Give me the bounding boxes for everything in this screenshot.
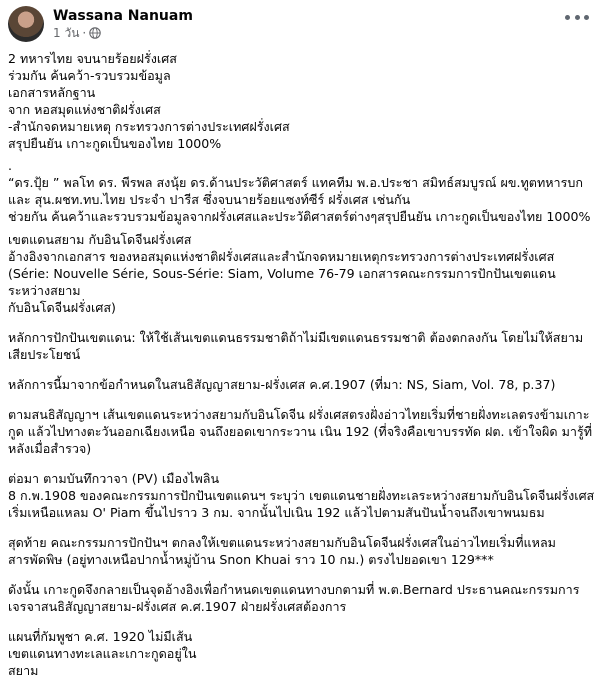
author-avatar[interactable] [8, 6, 44, 42]
post-time-row [53, 25, 193, 41]
post-paragraph: 2 ทหารไทย จบนายร้อยฝรั่งเศส ร่วมกัน ค้นคว้า-รวบรวมข้อมูล เอกสารหลักฐาน จาก หอสมุดแห่งชาติฝรั่งเศส -สำนักจดหมายเหตุ กระทรวงการต่างประเทศฝรั่งเศส สรุปยืนยัน เกาะกูดเป็นของไทย 1000% [8, 51, 290, 151]
globe-icon [89, 27, 101, 39]
more-options-icon[interactable] [565, 10, 589, 24]
post-header [8, 4, 193, 44]
post-meta [53, 8, 193, 41]
post-paragraph: แผนที่กัมพูชา ค.ศ. 1920 ไม่มีเส้น เขตแดนทางทะเลและเกาะกูดอยู่ใน สยาม [8, 629, 197, 678]
author-name[interactable]: Wassana Nanuam [53, 7, 193, 24]
post-paragraph: ตามสนธิสัญญาฯ เส้นเขตแดนระหว่างสยามกับอินโดจีน ฝรั่งเศสตรงฝั่งอ่าวไทยเริ่มที่ชายฝั่งทะเลตรงข้ามเกาะ กูด แล้วไปทางตะวันออกเฉียงเหนือ จนถึงยอดเขากระวาน เนิน 192 (ที่จริงคือเขาบรรทัด ฝต. เข้าใจผิด มารู้ที่ หลังเมื่อสำรวจ) [8, 407, 593, 456]
post-paragraph: . “ดร.ปุ้ย ” พลโท ดร. พีรพล สงนุ้ย ดร.ด้านประวัติศาสตร์ แทคทีม พ.อ.ประชา สมิทธ์สมบูรณ์ ผข.ทูตทหารบก และ สุน.ผชท.ทบ.ไทย ประจำ ปารีส ซึ่งจบนายร้อยแซงท์ซีร์ ฝรั่งเศส เช่นกัน ช่วยกัน ค้นคว้าและรวบรวมข้อมูลจากฝรั่งเศสและประวัติศาสตร์ต่างๆสรุปยืนยัน เกาะกูดเป็นของไทย 1000% [8, 158, 591, 224]
post-paragraph: ต่อมา ตามบันทึกวาจา (PV) เมืองไพลิน 8 ก.พ.1908 ของคณะกรรมการปักปันเขตแดนฯ ระบุว่า เขตแดนชายฝั่งทะเลระหว่างสยามกับอินโดจีนฝรั่งเศส เริ่มเหนือแหลม O' Piam ขึ้นไปราว 3 กม. จากนั้นไปเนิน 192 แล้วไปตามสันปันน้ำจนถึงเขาพนมธม [8, 471, 595, 520]
post-timestamp[interactable]: 1 วัน [53, 25, 80, 40]
post-paragraph: ดังนั้น เกาะกูดจึงกลายเป็นจุดอ้างอิงเพื่อกำหนดเขตแดนทางบกตามที่ พ.ต.Bernard ประธานคณะกรรมการ เจรจาสนธิสัญญาสยาม-ฝรั่งเศส ค.ศ.1907 ฝ่ายฝรั่งเศสต้องการ [8, 582, 580, 614]
post-body [8, 50, 596, 692]
post-paragraph: เขตแดนสยาม กับอินโดจีนฝรั่งเศส อ้างอิงจากเอกสาร ของหอสมุดแห่งชาติฝรั่งเศสและสำนักจดหมายเหตุกระทรวงการต่างประเทศฝรั่งเศส (Série: Nouvelle Série, Sous-Série: Siam, Volume 76-79 เอกสารคณะกรรมการปักปันเขตแดนระหว่างสยาม กับอินโดจีนฝรั่งเศส) [8, 232, 556, 315]
post-paragraph: หลักการนี้มาจากข้อกำหนดในสนธิสัญญาสยาม-ฝรั่งเศส ค.ศ.1907 (ที่มา: NS, Siam, Vol. 78, p.37) [8, 377, 556, 392]
post-paragraph: สุดท้าย คณะกรรมการปักปันฯ ตกลงให้เขตแดนระหว่างสยามกับอินโดจีนฝรั่งเศสในอ่าวไทยเริ่มที่แหลม สารพัดพิษ (อยู่ทางเหนือปากน้ำหมู่บ้าน Snon Khuai ราว 10 กม.) ตรงไปยอดเขา 129*** [8, 535, 556, 567]
separator-dot: · [82, 25, 87, 40]
post-paragraph: หลักการปักปันเขตแดน: ให้ใช้เส้นเขตแดนธรรมชาติถ้าไม่มีเขตแดนธรรมชาติ ต้องตกลงกัน โดยไม่ให้สยาม เสียประโยชน์ [8, 330, 584, 362]
